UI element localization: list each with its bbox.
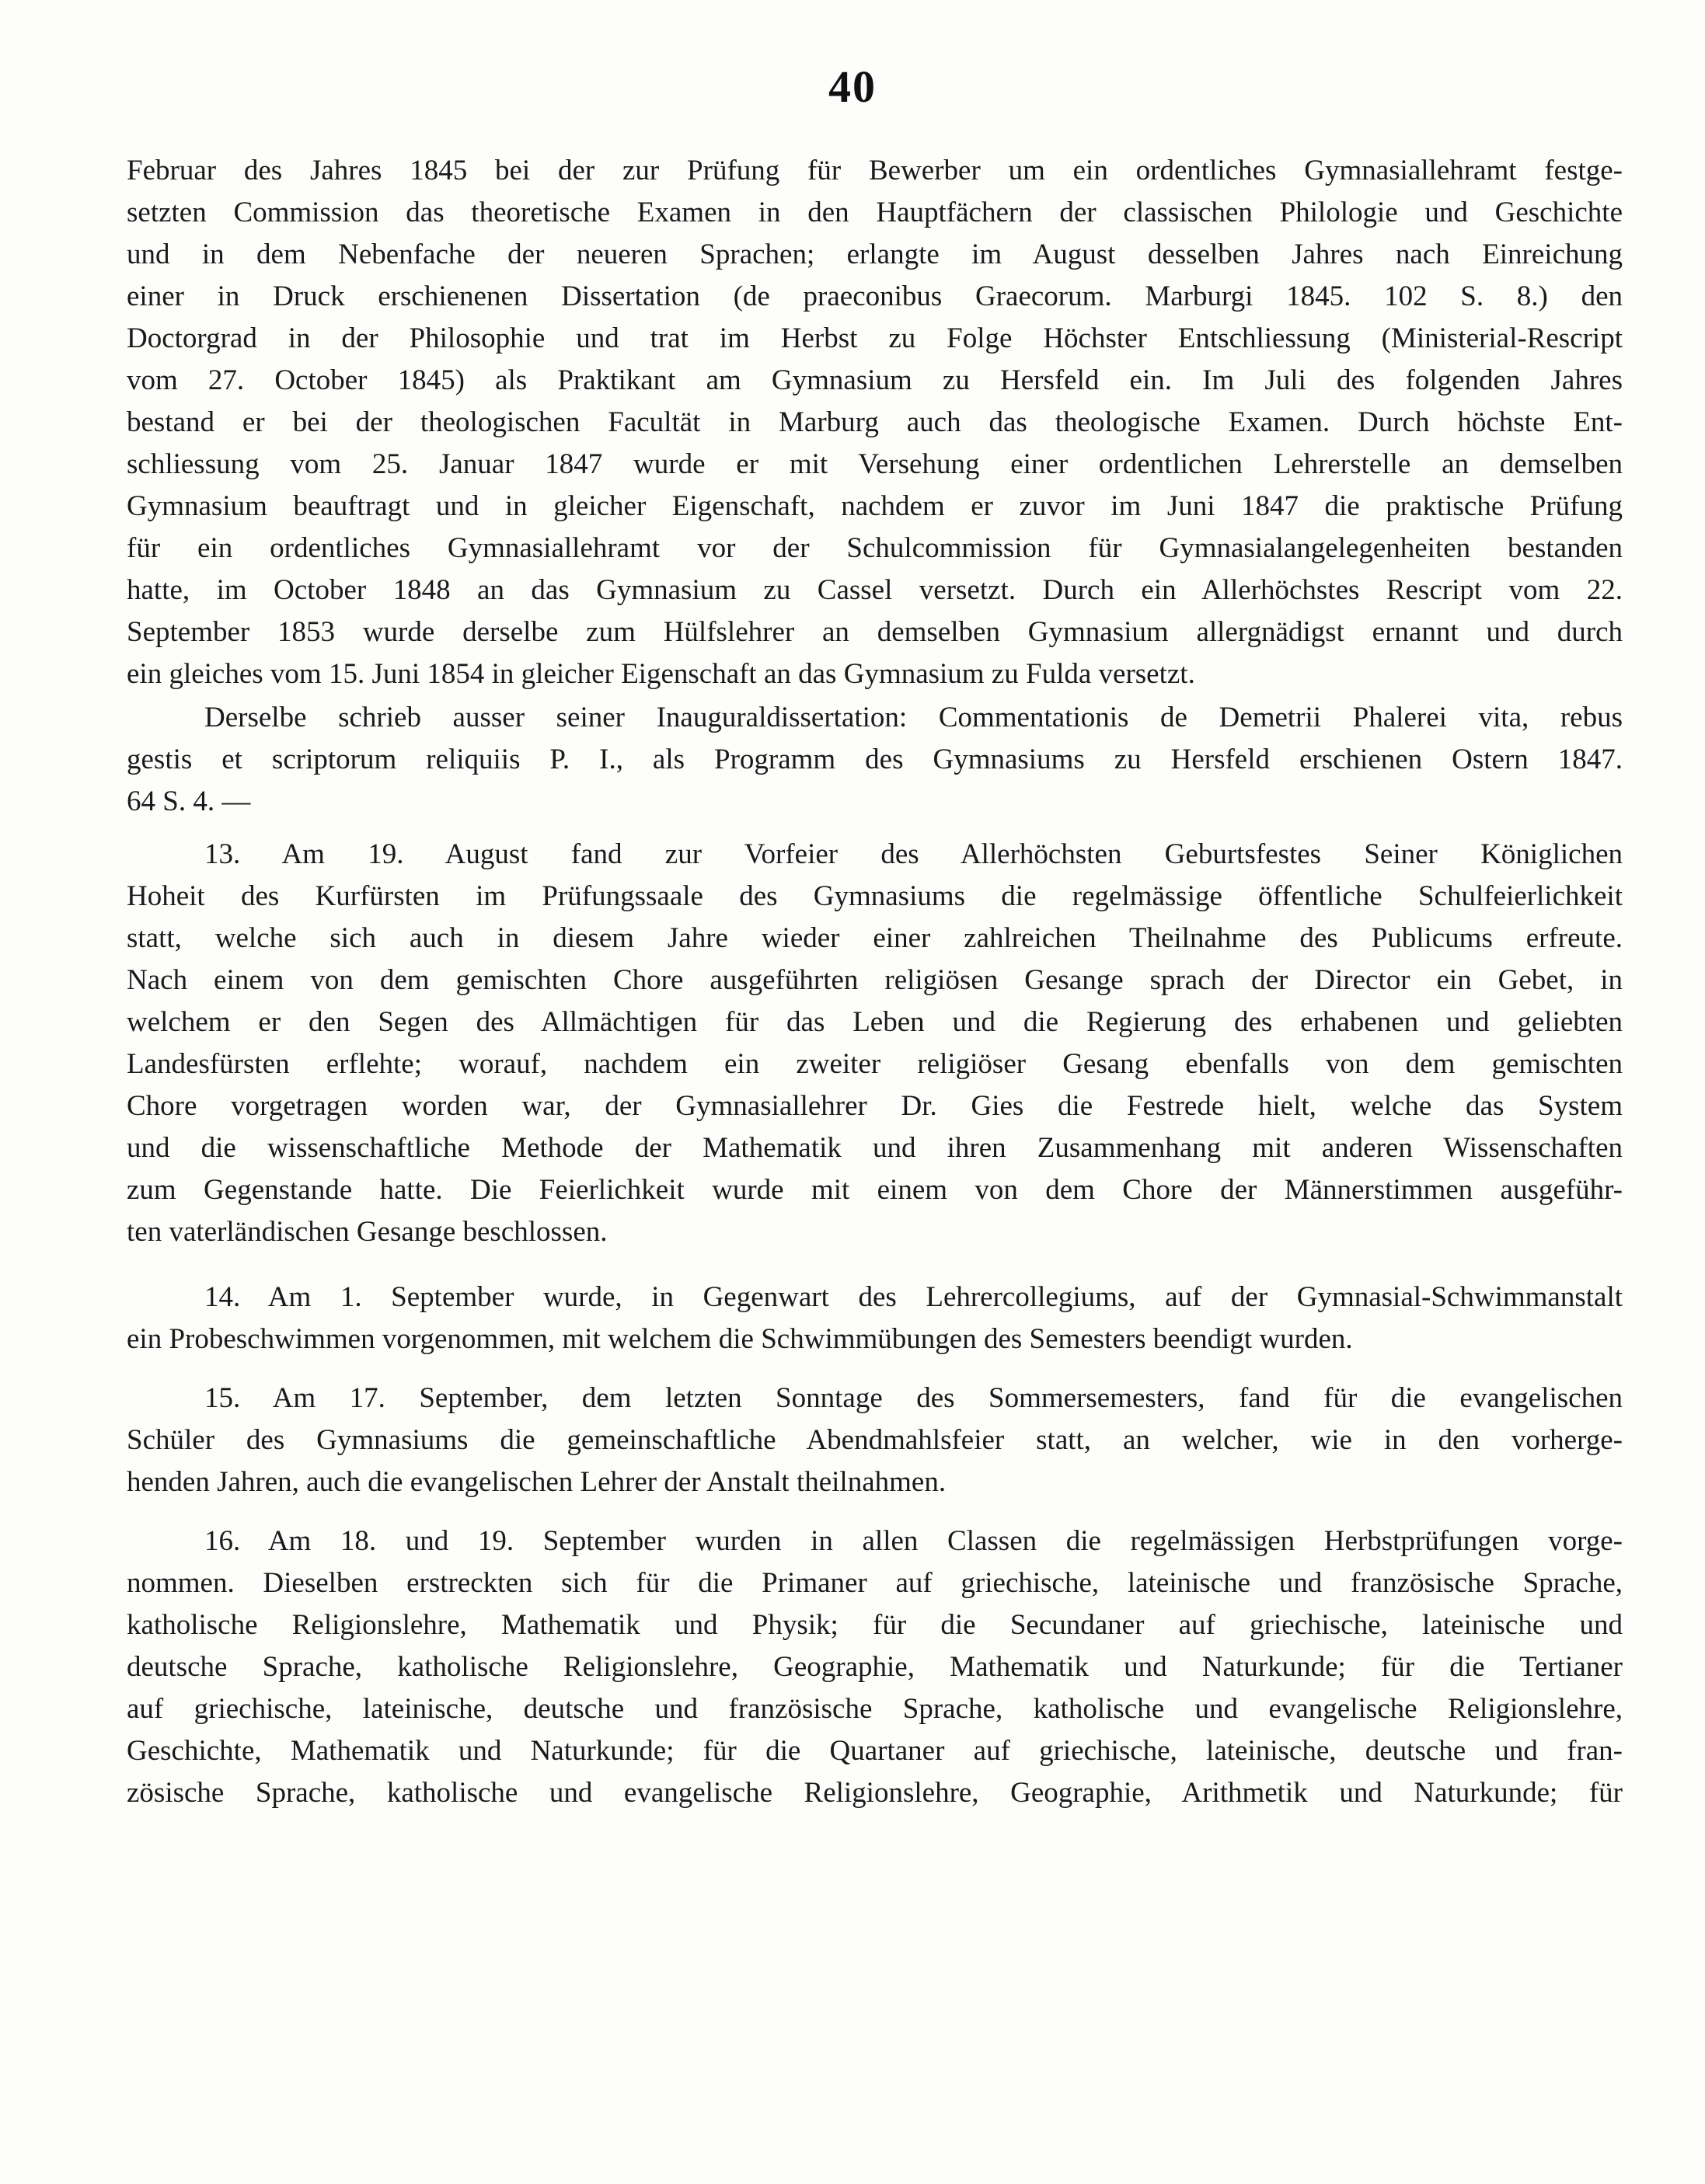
text-line: vom 27. October 1845) als Praktikant am Gymnasium zu Hersfeld ein. Im Juli des folgenden Jahres (127, 364, 1623, 396)
text-line: schliessung vom 25. Januar 1847 wurde er mit Versehung einer ordentlichen Lehrerstelle an demselben (127, 448, 1623, 480)
text-line: katholische Religionslehre, Mathematik und Physik; für die Secundaner auf griechische, lateinische und (127, 1609, 1623, 1641)
text-line: einer in Druck erschienenen Dissertation (de praeconibus Graecorum. Marburgi 1845. 102 S. 8.) den (127, 280, 1623, 312)
text-line: Nach einem von dem gemischten Chore ausgeführten religiösen Gesange sprach der Director ein Gebet, in (127, 964, 1623, 996)
paragraph-13-birthday-celebration (127, 834, 1623, 1253)
paragraph-publications (127, 697, 1623, 823)
text-line: setzten Commission das theoretische Examen in den Hauptfächern der classischen Philologie und Geschichte (127, 197, 1623, 228)
text-line: gestis et scriptorum reliquiis P. I., als Programm des Gymnasiums zu Hersfeld erschienen Ostern 1847. (127, 744, 1623, 775)
text-line: Gymnasium beauftragt und in gleicher Eigenschaft, nachdem er zuvor im Juni 1847 die praktische Prüfung (127, 490, 1623, 522)
text-line: henden Jahren, auch die evangelischen Lehrer der Anstalt theilnahmen. (127, 1466, 947, 1498)
text-line: Geschichte, Mathematik und Naturkunde; für die Quartaner auf griechische, lateinische, deutsche und fran- (127, 1735, 1623, 1767)
text-line: bestand er bei der theologischen Facultät in Marburg auch das theologische Examen. Durch höchste Ent- (127, 406, 1623, 438)
text-line: welchem er den Segen des Allmächtigen für das Leben und die Regierung des erhabenen und geliebten (127, 1006, 1623, 1038)
paragraph-biography (127, 150, 1623, 695)
text-line: und in dem Nebenfache der neueren Sprachen; erlangte im August desselben Jahres nach Einreichung (127, 239, 1623, 270)
paragraph-14-swimming (127, 1277, 1623, 1360)
text-line: 15. Am 17. September, dem letzten Sonntage des Sommersemesters, fand für die evangelischen (204, 1382, 1623, 1414)
text-line: 13. Am 19. August fand zur Vorfeier des Allerhöchsten Geburtsfestes Seiner Königlichen (204, 838, 1623, 870)
text-line: für ein ordentliches Gymnasiallehramt vor der Schulcommission für Gymnasialangelegenheiten bestanden (127, 532, 1623, 564)
text-line: zum Gegenstande hatte. Die Feierlichkeit wurde mit einem von dem Chore der Männerstimmen ausgeführ- (127, 1174, 1623, 1206)
text-line: deutsche Sprache, katholische Religionslehre, Geographie, Mathematik und Naturkunde; für die Tertianer (127, 1651, 1623, 1683)
text-line: statt, welche sich auch in diesem Jahre wieder einer zahlreichen Theilnahme des Publicums erfreute. (127, 922, 1623, 954)
text-line: 14. Am 1. September wurde, in Gegenwart des Lehrercollegiums, auf der Gymnasial-Schwimmanstalt (204, 1281, 1623, 1313)
text-line: Chore vorgetragen worden war, der Gymnasiallehrer Dr. Gies die Festrede hielt, welche das System (127, 1090, 1623, 1122)
text-line: September 1853 wurde derselbe zum Hülfslehrer an demselben Gymnasium allergnädigst ernannt und durch (127, 616, 1623, 648)
page-number: 40 (828, 61, 877, 112)
text-line: ten vaterländischen Gesange beschlossen. (127, 1216, 608, 1248)
text-line: Landesfürsten erflehte; worauf, nachdem ein zweiter religiöser Gesang ebenfalls von dem gemischten (127, 1048, 1623, 1080)
text-line: nommen. Dieselben erstreckten sich für die Primaner auf griechische, lateinische und französische Sprache, (127, 1567, 1623, 1599)
text-line: hatte, im October 1848 an das Gymnasium zu Cassel versetzt. Durch ein Allerhöchstes Rescript vom 22. (127, 574, 1623, 606)
text-line: und die wissenschaftliche Methode der Mathematik und ihren Zusammenhang mit anderen Wissenschaften (127, 1132, 1623, 1164)
paragraph-16-examinations (127, 1520, 1623, 1814)
text-line: 64 S. 4. — (127, 785, 251, 817)
text-line: zösische Sprache, katholische und evangelische Religionslehre, Geographie, Arithmetik und Naturkunde; für (127, 1777, 1623, 1809)
text-line: ein Probeschwimmen vorgenommen, mit welchem die Schwimmübungen des Semesters beendigt wurden. (127, 1323, 1353, 1355)
text-line: Februar des Jahres 1845 bei der zur Prüfung für Bewerber um ein ordentliches Gymnasiallehramt festge- (127, 155, 1623, 186)
text-line: Doctorgrad in der Philosophie und trat im Herbst zu Folge Höchster Entschliessung (Ministerial-Rescript (127, 322, 1623, 354)
text-line: Hoheit des Kurfürsten im Prüfungssaale des Gymnasiums die regelmässige öffentliche Schulfeierlichkeit (127, 880, 1623, 912)
text-line: Derselbe schrieb ausser seiner Inauguraldissertation: Commentationis de Demetrii Phalerei vita, rebus (204, 702, 1623, 733)
text-line: ein gleiches vom 15. Juni 1854 in gleicher Eigenschaft an das Gymnasium zu Fulda versetzt. (127, 658, 1195, 690)
text-line: Schüler des Gymnasiums die gemeinschaftliche Abendmahlsfeier statt, an welcher, wie in den vorherge- (127, 1424, 1623, 1456)
paragraph-15-communion (127, 1378, 1623, 1503)
text-line: 16. Am 18. und 19. September wurden in allen Classen die regelmässigen Herbstprüfungen vorge- (204, 1525, 1623, 1557)
text-line: auf griechische, lateinische, deutsche und französische Sprache, katholische und evangelische Religionslehre, (127, 1693, 1623, 1725)
